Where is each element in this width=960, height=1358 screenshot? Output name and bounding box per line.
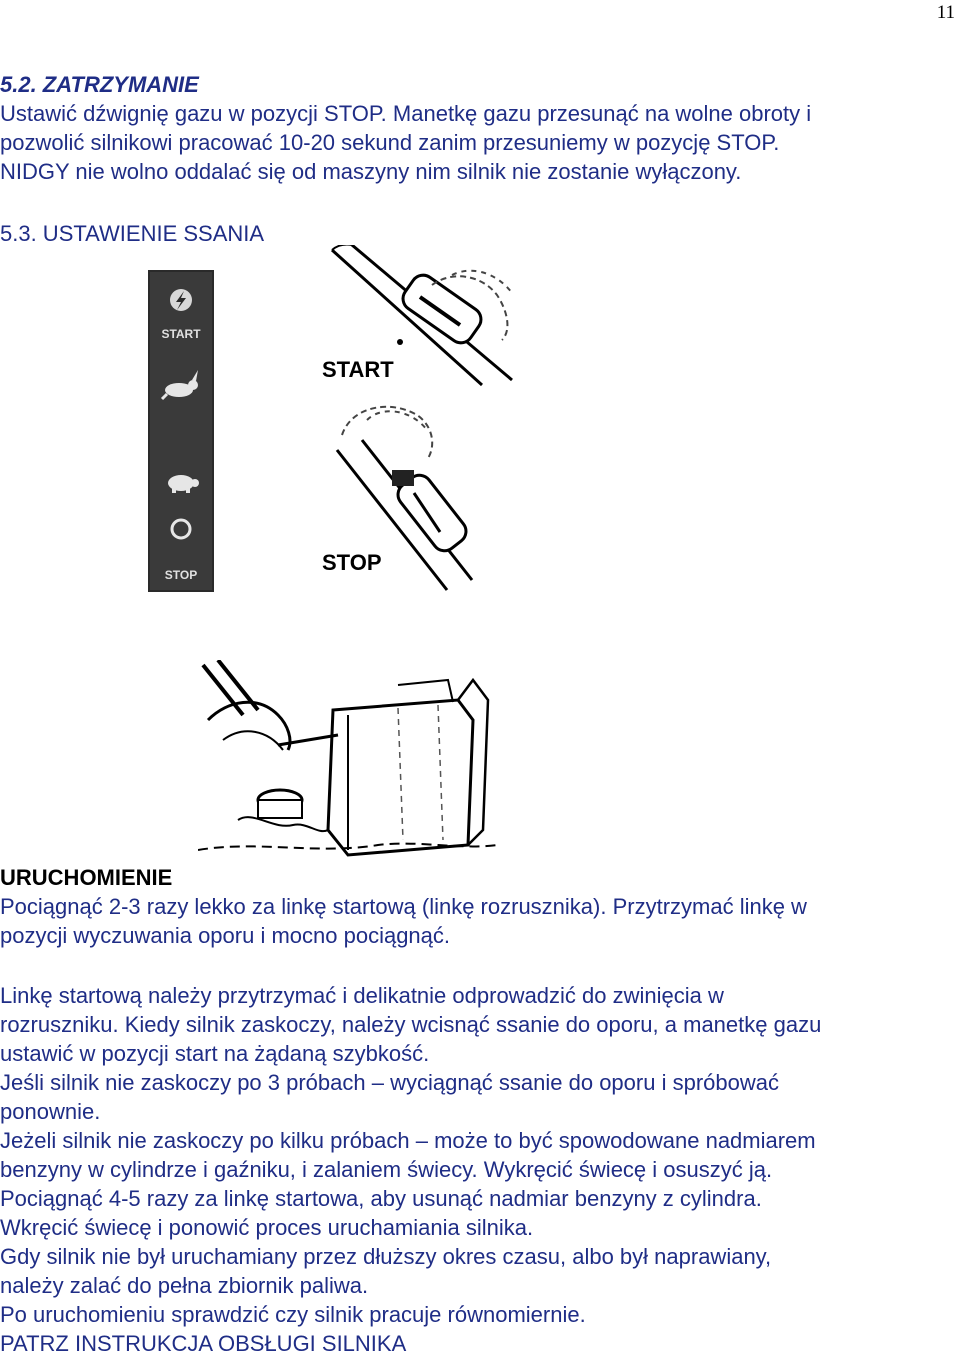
section-stop (0, 70, 956, 186)
startup-p2-line: Wkręcić świecę i ponowić proces uruchamiania silnika. (0, 1215, 534, 1240)
plate-start-label: START (161, 327, 201, 341)
section-startup (0, 863, 956, 950)
startup-p2-line: Jeśli silnik nie zaskoczy po 3 próbach – wyciągnąć ssanie do oporu i spróbować (0, 1070, 779, 1095)
handle-stop-label: STOP (322, 550, 382, 575)
startup-p2-line: benzyny w cylindrze i gaźniku, i zalaniem świecy. Wykręcić świecę i osuszyć ją. (0, 1157, 773, 1182)
section-stop-heading: 5.2. ZATRZYMANIE (0, 72, 199, 97)
handle-stop-figure (322, 400, 502, 595)
page-number: 11 (936, 2, 955, 23)
startup-p2-line: Pociągnąć 4-5 razy za linkę startowa, aby usunąć nadmiar benzyny z cylindra. (0, 1186, 762, 1211)
section-stop-line: Ustawić dźwignię gazu w pozycji STOP. Manetkę gazu przesunąć na wolne obroty i (0, 101, 812, 126)
section-startup-paragraph-2 (0, 981, 956, 1358)
lightning-icon (170, 289, 192, 311)
startup-p1-line: Pociągnąć 2-3 razy lekko za linkę startową (linkę rozrusznika). Przytrzymać linkę w (0, 894, 807, 919)
section-choke-heading: 5.3. USTAWIENIE SSANIA (0, 221, 265, 246)
engine-start-figure (198, 660, 498, 865)
section-stop-line: NIDGY nie wolno oddalać się od maszyny nim silnik nie zostanie wyłączony. (0, 159, 742, 184)
handle-start-label: START (322, 357, 394, 382)
startup-p2-line: Po uruchomieniu sprawdzić czy silnik pracuje równomiernie. (0, 1302, 586, 1327)
startup-p2-line: rozruszniku. Kiedy silnik zaskoczy, należy wcisnąć ssanie do oporu, a manetkę gazu (0, 1012, 822, 1037)
startup-p2-line: Gdy silnik nie był uruchamiany przez dłuższy okres czasu, albo był naprawiany, (0, 1244, 772, 1269)
throttle-plate-figure (148, 270, 214, 592)
plate-stop-label: STOP (164, 568, 198, 582)
section-startup-heading: URUCHOMIENIE (0, 865, 173, 890)
startup-p2-line: PATRZ INSTRUKCJA OBSŁUGI SILNIKA (0, 1331, 407, 1356)
handle-start-figure (322, 245, 532, 395)
startup-p1-line: pozycji wyczuwania oporu i mocno pociągnąć. (0, 923, 451, 948)
startup-p2-line: Linkę startową należy przytrzymać i delikatnie odprowadzić do zwinięcia w (0, 983, 724, 1008)
section-stop-line: pozwolić silnikowi pracować 10-20 sekund zanim przesuniemy w pozycję STOP. (0, 130, 780, 155)
section-choke (0, 219, 956, 248)
startup-p2-line: ponownie. (0, 1099, 101, 1124)
startup-p2-line: należy zalać do pełna zbiornik paliwa. (0, 1273, 369, 1298)
startup-p2-line: ustawić w pozycji start na żądaną szybkość. (0, 1041, 430, 1066)
startup-p2-line: Jeżeli silnik nie zaskoczy po kilku próbach – może to być spowodowane nadmiarem (0, 1128, 816, 1153)
